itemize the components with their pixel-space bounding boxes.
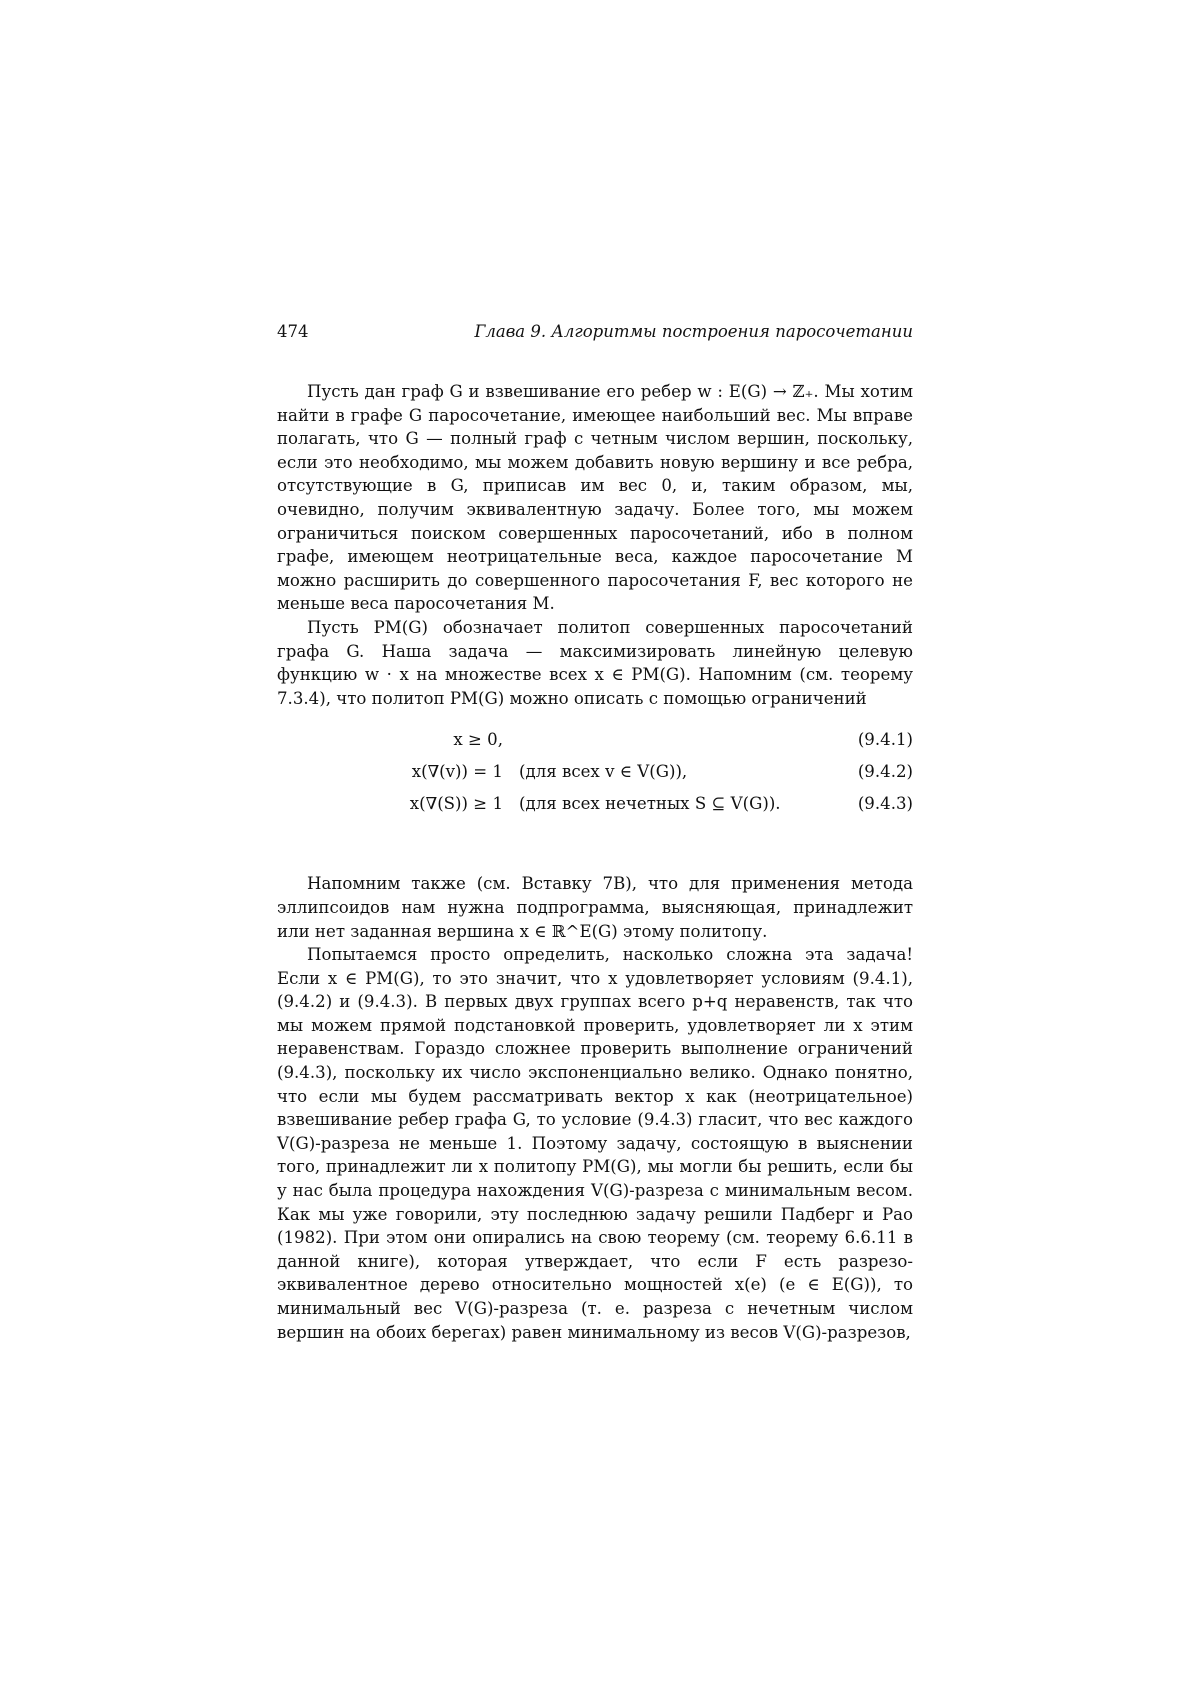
equation-condition: (для всех нечетных S ⊆ V(G)). [519, 794, 781, 814]
equation-row [277, 788, 913, 820]
paragraph: Пусть PM(G) обозначает политоп совершенных паросочетаний графа G. Наша задача — максимизировать линейную целевую функцию w · x на множестве всех x ∈ PM(G). Напомним (см. теорему 7.3.4), что политоп PM(G) можно описать с помощью ограничений [277, 617, 913, 708]
equation-number: (9.4.2) [857, 762, 913, 782]
page-number: 474 [277, 322, 309, 341]
equation-number: (9.4.3) [857, 794, 913, 814]
equation-lhs: x(∇(v)) = 1 [411, 762, 503, 782]
page-header [277, 322, 913, 350]
equation-row [277, 724, 913, 756]
equation-block [277, 724, 913, 820]
equation-row [277, 756, 913, 788]
running-head: Глава 9. Алгоритмы построения паросочетании [474, 322, 913, 341]
body-text [277, 380, 913, 1344]
paragraph: Напомним также (см. Вставку 7В), что для применения метода эллипсоидов нам нужна подпрограмма, выясняющая, принадлежит или нет заданная вершина x ∈ ℝ^E(G) этому политопу. [277, 874, 913, 941]
paragraph: Пусть дан граф G и взвешивание его ребер w : E(G) → ℤ₊. Мы хотим найти в графе G паросочетание, имеющее наибольший вес. Мы вправе полагать, что G — полный граф с четным числом вершин, поскольку, если это необходимо, мы можем добавить новую вершину и все ребра, отсутствующие в G, приписав им вес 0, и, таким образом, мы, очевидно, получим эквивалентную задачу. Более того, мы можем ограничиться поиском совершенных паросочетаний, ибо в полном графе, имеющем неотрицательные веса, каждое паросочетание M можно расширить до совершенного паросочетания F, вес которого не меньше веса паросочетания M. [277, 382, 913, 614]
equation-lhs: x ≥ 0, [453, 730, 503, 750]
paragraph: Попытаемся просто определить, насколько сложна эта задача! Если x ∈ PM(G), то это значит, что x удовлетворяет условиям (9.4.1), (9.4.2) и (9.4.3). В первых двух группах всего p+q неравенств, так что мы можем прямой подстановкой проверить, удовлетворяет ли x этим неравенствам. Гораздо сложнее проверить выполнение ограничений (9.4.3), поскольку их число экспоненциально велико. Однако понятно, что если мы будем рассматривать вектор x как (неотрицательное) взвешивание ребер графа G, то условие (9.4.3) гласит, что вес каждого V(G)-разреза не меньше 1. Поэтому задачу, состоящую в выяснении того, принадлежит ли x политопу PM(G), мы могли бы решить, если бы у нас была процедура нахождения V(G)-разреза с минимальным весом. Как мы уже говорили, эту последнюю задачу решили Падберг и Рао (1982). При этом они опирались на свою теорему (см. теорему 6.6.11 в данной книге), которая утверждает, что если F есть разрезо-эквивалентное дерево относительно мощностей x(e) (e ∈ E(G)), то минимальный вес V(G)-разреза (т. е. разреза с нечетным числом вершин на обоих берегах) равен минимальному из весов V(G)-разрезов, [277, 945, 913, 1342]
equation-condition: (для всех v ∈ V(G)), [519, 762, 688, 782]
equation-lhs: x(∇(S)) ≥ 1 [409, 794, 503, 814]
spacer [277, 836, 913, 872]
equation-number: (9.4.1) [857, 730, 913, 750]
